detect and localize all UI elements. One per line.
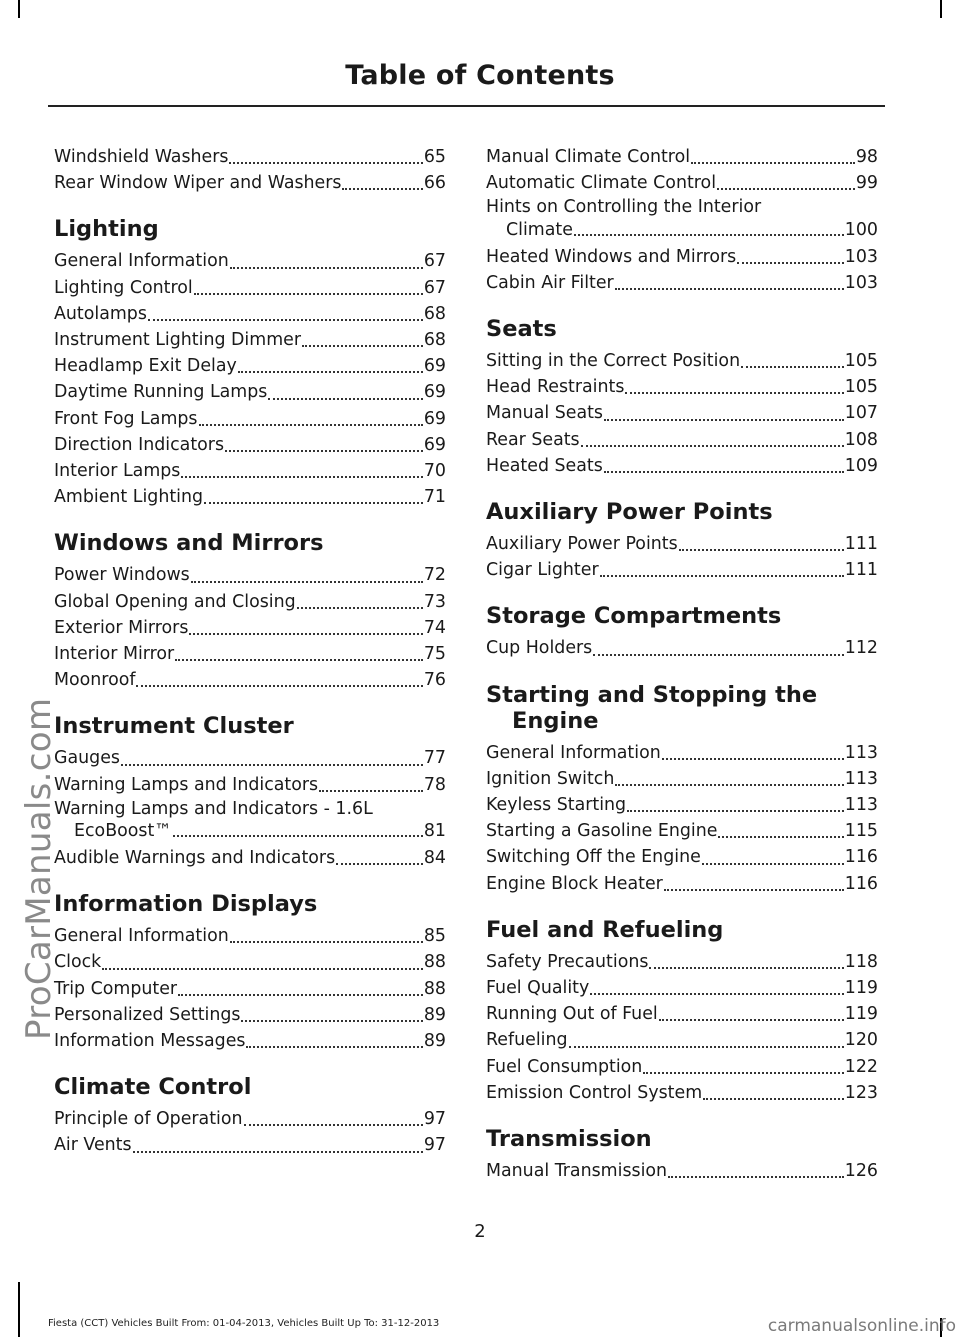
toc-section-heading [486, 682, 878, 734]
toc-entry-title: Audible Warnings and Indicators [54, 848, 336, 869]
toc-entry-title: Running Out of Fuel [486, 1004, 658, 1025]
dot-leader [615, 288, 844, 290]
section-heading-text: Transmission [486, 1126, 652, 1153]
toc-entry-title: Refueling [486, 1030, 568, 1051]
dot-leader [342, 188, 422, 190]
toc-entry-title: Switching Off the Engine [486, 847, 701, 868]
toc-entry-page: 89 [423, 1031, 446, 1052]
toc-entry[interactable] [486, 196, 878, 241]
toc-entry-page: 65 [423, 147, 446, 167]
toc-entry-page: 85 [423, 926, 446, 947]
toc-entry[interactable] [486, 170, 878, 196]
toc-entry-title: General Information [54, 251, 229, 272]
toc-entry-title: General Information [54, 926, 229, 947]
dot-leader [604, 419, 844, 421]
section-heading-text: Instrument Cluster [54, 713, 294, 740]
toc-entry-page: 84 [423, 848, 446, 869]
toc-entry-page: 111 [844, 560, 878, 581]
toc-entry-page: 105 [844, 377, 878, 398]
section-heading-text-line2: Engine [512, 707, 599, 734]
dot-leader [189, 633, 422, 635]
toc-entry-title: Warning Lamps and Indicators - 1.6L [54, 798, 373, 819]
toc-entry[interactable] [486, 975, 878, 1001]
footer-vehicle-info: Fiesta (CCT) Vehicles Built From: 01-04-2013, Vehicles Built Up To: 31-12-2013 [48, 1318, 440, 1329]
toc-entry-title: Manual Transmission [486, 1161, 668, 1182]
toc-entry[interactable] [54, 353, 446, 379]
toc-entry-page: 69 [423, 434, 446, 455]
toc-entry[interactable] [54, 484, 446, 510]
toc-entry-title: Headlamp Exit Delay [54, 356, 237, 377]
toc-entry-page: 81 [423, 821, 446, 842]
dot-leader [703, 1098, 844, 1100]
toc-right-column [486, 144, 878, 1184]
dot-leader [604, 471, 844, 473]
dot-leader [741, 366, 844, 368]
toc-entry[interactable] [54, 1002, 446, 1028]
toc-entry-page: 78 [423, 774, 446, 795]
toc-entry-title: Information Messages [54, 1031, 246, 1052]
toc-entry[interactable] [486, 1027, 878, 1053]
toc-entry[interactable] [54, 379, 446, 405]
section-heading-text: Information Displays [54, 891, 318, 918]
toc-entry-title: Windshield Washers [54, 147, 229, 167]
toc-entry[interactable] [54, 327, 446, 353]
toc-entry-title: Fuel Quality [486, 978, 590, 999]
toc-entry[interactable] [486, 740, 878, 766]
toc-entry[interactable] [54, 275, 446, 301]
toc-entry-page: 71 [423, 487, 446, 508]
toc-section-heading [486, 603, 878, 629]
toc-entry[interactable] [486, 270, 878, 296]
dot-leader [136, 685, 422, 687]
toc-entry-page: 118 [844, 951, 878, 972]
watermark-carmanualsonline: carmanualsonline.info [767, 1316, 956, 1336]
toc-entry[interactable] [486, 453, 878, 479]
toc-entry-page: 112 [844, 638, 878, 659]
dot-leader [717, 188, 855, 190]
section-heading-text: Storage Compartments [486, 603, 782, 630]
toc-entry-page: 116 [844, 847, 878, 868]
toc-entry-title: Heated Seats [486, 455, 603, 476]
dot-leader [148, 319, 423, 321]
toc-entry-page: 99 [855, 173, 878, 194]
toc-entry-title: General Information [486, 742, 661, 763]
section-heading-text: Lighting [54, 216, 159, 243]
crop-mark-bottom-left [18, 1282, 20, 1337]
dot-leader [662, 758, 844, 760]
dot-leader [191, 581, 423, 583]
toc-entry-title: Daytime Running Lamps [54, 382, 268, 403]
dot-leader [691, 162, 855, 164]
toc-entry-title: Ignition Switch [486, 768, 615, 789]
toc-entry[interactable] [54, 798, 446, 843]
toc-left-column [54, 144, 446, 1159]
toc-entry[interactable] [54, 923, 446, 949]
toc-entry-page: 69 [423, 382, 446, 403]
dot-leader [178, 994, 423, 996]
toc-entry-page: 89 [423, 1004, 446, 1025]
toc-entry-page: 113 [844, 742, 878, 763]
toc-entry-page: 113 [844, 768, 878, 789]
dot-leader [173, 835, 423, 837]
toc-entry[interactable] [486, 635, 878, 661]
toc-entry-page: 107 [844, 403, 878, 424]
toc-entry-page: 97 [423, 1109, 446, 1130]
toc-entry[interactable] [54, 667, 446, 693]
toc-section-heading [486, 917, 878, 943]
toc-entry[interactable] [54, 845, 446, 871]
dot-leader [121, 764, 423, 766]
dot-leader [241, 1020, 422, 1022]
toc-section-heading [486, 499, 878, 525]
toc-entry[interactable] [54, 458, 446, 484]
toc-entry[interactable] [54, 170, 446, 196]
section-heading-text: Fuel and Refueling [486, 916, 724, 943]
toc-entry-title: Warning Lamps and Indicators [54, 774, 319, 795]
toc-entry-title: Instrument Lighting Dimmer [54, 330, 301, 351]
dot-leader [336, 863, 423, 865]
dot-leader [737, 262, 844, 264]
toc-entry[interactable] [486, 427, 878, 453]
toc-entry-page: 109 [844, 455, 878, 476]
toc-entry[interactable] [54, 144, 446, 170]
toc-section-heading [54, 216, 446, 242]
toc-entry[interactable] [54, 432, 446, 458]
toc-entry-title: Exterior Mirrors [54, 617, 189, 638]
dot-leader [625, 392, 843, 394]
toc-entry-title: Heated Windows and Mirrors [486, 246, 737, 267]
crop-mark-top-left [18, 0, 20, 18]
toc-entry[interactable] [54, 1106, 446, 1132]
toc-entry-title: Auxiliary Power Points [486, 534, 678, 555]
header-rule [48, 105, 885, 107]
dot-leader [175, 659, 423, 661]
dot-leader [649, 967, 843, 969]
toc-entry-page: 123 [844, 1082, 878, 1103]
toc-entry-page: 103 [844, 272, 878, 293]
toc-entry-title: Front Fog Lamps [54, 408, 198, 429]
toc-entry[interactable] [54, 641, 446, 667]
toc-entry[interactable] [486, 818, 878, 844]
toc-entry-page: 69 [423, 356, 446, 377]
toc-section-heading [54, 891, 446, 917]
toc-entry-title: Rear Window Wiper and Washers [54, 173, 342, 194]
toc-entry-title: Emission Control System [486, 1082, 703, 1103]
toc-entry[interactable] [486, 844, 878, 870]
dot-leader [643, 1072, 843, 1074]
toc-entry-title: Safety Precautions [486, 951, 649, 972]
dot-leader [238, 371, 423, 373]
toc-entry[interactable] [54, 1132, 446, 1158]
toc-entry[interactable] [54, 248, 446, 274]
dot-leader [102, 968, 423, 970]
dot-leader [319, 790, 423, 792]
dot-leader [581, 445, 844, 447]
toc-section-heading [486, 316, 878, 342]
toc-entry-page: 88 [423, 978, 446, 999]
toc-entry-title: Direction Indicators [54, 434, 225, 455]
toc-entry[interactable] [54, 949, 446, 975]
toc-entry-page: 68 [423, 330, 446, 351]
toc-entry[interactable] [486, 1158, 878, 1184]
dot-leader [229, 162, 422, 164]
toc-entry-title: Fuel Consumption [486, 1056, 643, 1077]
toc-entry[interactable] [54, 562, 446, 588]
toc-entry-title: Clock [54, 952, 102, 973]
toc-entry-page: 100 [844, 220, 878, 240]
toc-entry[interactable] [486, 766, 878, 792]
toc-entry[interactable] [54, 301, 446, 327]
page-number: 2 [474, 1221, 486, 1242]
toc-entry-page: 74 [423, 617, 446, 638]
dot-leader [230, 267, 423, 269]
dot-leader [590, 993, 844, 995]
toc-entry[interactable] [486, 374, 878, 400]
toc-entry-page: 67 [423, 277, 446, 298]
toc-entry[interactable] [486, 557, 878, 583]
toc-section-heading [486, 1126, 878, 1152]
toc-entry-page: 105 [844, 351, 878, 371]
section-heading-text: Climate Control [54, 1074, 252, 1101]
toc-entry-title: Air Vents [54, 1135, 132, 1156]
dot-leader [133, 1151, 423, 1153]
toc-entry-title: Personalized Settings [54, 1004, 241, 1025]
toc-entry-page: 76 [423, 670, 446, 691]
toc-entry[interactable] [486, 531, 878, 557]
toc-entry[interactable] [54, 589, 446, 615]
dot-leader [659, 1019, 844, 1021]
toc-entry-page: 122 [844, 1056, 878, 1077]
toc-entry-page: 116 [844, 873, 878, 894]
toc-entry-page: 113 [844, 795, 878, 816]
dot-leader [668, 1176, 844, 1178]
dot-leader [230, 941, 423, 943]
toc-entry-title-line2: EcoBoost™ [74, 821, 172, 842]
toc-entry-page: 111 [844, 534, 878, 555]
toc-entry[interactable] [54, 976, 446, 1002]
dot-leader [600, 575, 844, 577]
dot-leader [268, 398, 423, 400]
toc-entry-title: Sitting in the Correct Position [486, 351, 741, 371]
dot-leader [204, 502, 423, 504]
toc-entry[interactable] [486, 1080, 878, 1106]
toc-entry-page: 103 [844, 246, 878, 267]
toc-entry-page: 68 [423, 303, 446, 324]
toc-entry-page: 77 [423, 748, 446, 769]
dot-leader [593, 654, 844, 656]
toc-entry[interactable] [486, 871, 878, 897]
toc-entry-title: Autolamps [54, 303, 147, 324]
toc-entry-page: 88 [423, 952, 446, 973]
toc-entry-title: Interior Lamps [54, 461, 181, 482]
toc-entry-title: Cup Holders [486, 638, 593, 659]
toc-section-heading [54, 713, 446, 739]
toc-entry-title: Power Windows [54, 565, 190, 586]
dot-leader [718, 836, 843, 838]
toc-entry-page: 70 [423, 461, 446, 482]
watermark-procarmanuals: ProCarManuals.com [19, 697, 59, 1040]
toc-entry-page: 119 [844, 1004, 878, 1025]
dot-leader [199, 424, 423, 426]
toc-entry-title-line2: Climate [506, 220, 573, 240]
toc-entry[interactable] [486, 400, 878, 426]
toc-entry-title: Manual Climate Control [486, 147, 691, 167]
toc-entry[interactable] [486, 348, 878, 374]
dot-leader [574, 234, 844, 236]
section-heading-text: Starting and Stopping the [486, 681, 818, 708]
toc-section-heading [54, 1074, 446, 1100]
section-heading-text: Auxiliary Power Points [486, 499, 773, 526]
toc-entry-page: 115 [844, 821, 878, 842]
toc-entry-page: 67 [423, 251, 446, 272]
toc-entry[interactable] [486, 144, 878, 170]
toc-entry[interactable] [486, 1054, 878, 1080]
toc-entry-title: Keyless Starting [486, 795, 627, 816]
toc-entry-title: Global Opening and Closing [54, 591, 296, 612]
toc-entry-title: Gauges [54, 748, 120, 769]
dot-leader [181, 476, 423, 478]
toc-entry[interactable] [486, 792, 878, 818]
toc-entry-title: Lighting Control [54, 277, 193, 298]
toc-entry[interactable] [54, 1028, 446, 1054]
dot-leader [615, 784, 843, 786]
toc-entry-page: 73 [423, 591, 446, 612]
toc-entry-title: Principle of Operation [54, 1109, 243, 1130]
toc-entry-title: Manual Seats [486, 403, 603, 424]
toc-entry-title: Moonroof [54, 670, 136, 691]
toc-entry-title: Starting a Gasoline Engine [486, 821, 718, 842]
toc-entry-title: Interior Mirror [54, 644, 175, 665]
toc-entry-page: 97 [423, 1135, 446, 1156]
toc-entry-page: 108 [844, 429, 878, 450]
toc-entry-page: 119 [844, 978, 878, 999]
toc-entry-page: 75 [423, 644, 446, 665]
section-heading-text: Windows and Mirrors [54, 530, 324, 557]
toc-entry-title: Rear Seats [486, 429, 580, 450]
toc-entry-page: 120 [844, 1030, 878, 1051]
dot-leader [569, 1046, 844, 1048]
toc-entry[interactable] [486, 949, 878, 975]
toc-entry[interactable] [54, 615, 446, 641]
dot-leader [702, 863, 844, 865]
toc-entry-title: Ambient Lighting [54, 487, 204, 508]
toc-entry[interactable] [486, 244, 878, 270]
toc-entry-page: 66 [423, 173, 446, 194]
toc-entry-page: 72 [423, 565, 446, 586]
toc-entry[interactable] [54, 406, 446, 432]
dot-leader [244, 1124, 423, 1126]
dot-leader [679, 549, 844, 551]
crop-mark-top-right [940, 0, 942, 18]
toc-entry-page: 98 [855, 147, 878, 167]
dot-leader [246, 1046, 422, 1048]
toc-entry[interactable] [54, 745, 446, 771]
toc-entry-title: Head Restraints [486, 377, 625, 398]
dot-leader [664, 889, 844, 891]
toc-entry-title: Automatic Climate Control [486, 173, 717, 194]
toc-entry-title: Cabin Air Filter [486, 272, 614, 293]
toc-section-heading [54, 530, 446, 556]
toc-entry-title: Hints on Controlling the Interior [486, 197, 762, 218]
dot-leader [297, 607, 423, 609]
dot-leader [225, 450, 423, 452]
dot-leader [194, 293, 423, 295]
toc-entry[interactable] [54, 772, 446, 798]
toc-entry-title: Cigar Lighter [486, 560, 599, 581]
toc-entry-title: Trip Computer [54, 978, 178, 999]
toc-entry-page: 69 [423, 408, 446, 429]
toc-entry-title: Engine Block Heater [486, 873, 663, 894]
dot-leader [302, 345, 423, 347]
toc-entry[interactable] [486, 1001, 878, 1027]
dot-leader [627, 810, 844, 812]
section-heading-text: Seats [486, 316, 557, 342]
toc-entry-page: 126 [844, 1161, 878, 1182]
page-title: Table of Contents [345, 60, 615, 91]
